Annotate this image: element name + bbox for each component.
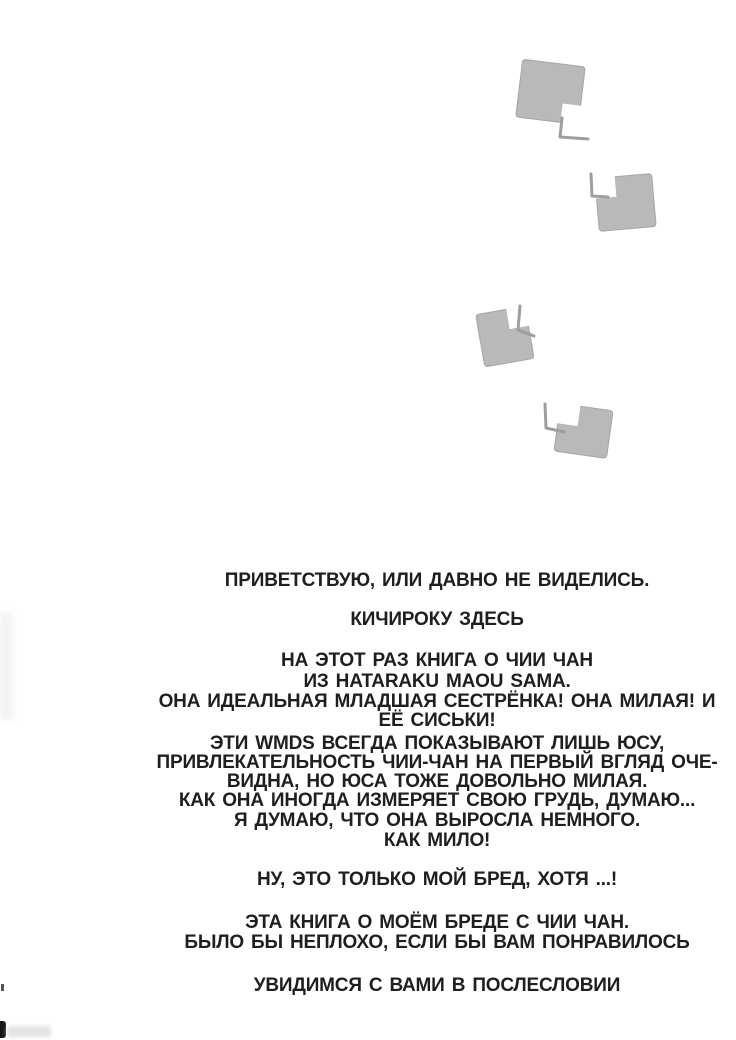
afterword-line: БЫЛО БЫ НЕПЛОХО, ЕСЛИ БЫ ВАМ ПОНРАВИЛОСЬ	[184, 932, 690, 953]
afterword-line: ИЗ HATARAKU MAOU SAMA.	[303, 671, 571, 692]
scan-artifact-bottom-smudge	[7, 1026, 51, 1037]
afterword-line: Я ДУМАЮ, ЧТО ОНА ВЫРОСЛА НЕМНОГО.	[233, 810, 641, 831]
scan-artifact-bottom-left	[0, 1021, 6, 1038]
afterword-line: КАК МИЛО!	[383, 830, 491, 851]
afterword-line: ЭТИ WMDS ВСЕГДА ПОКАЗЫВАЮТ ЛИШЬ ЮСУ,	[209, 733, 665, 754]
afterword-line-author: КИЧИРОКУ ЗДЕСЬ	[350, 609, 524, 630]
afterword-line: ЭТА КНИГА О МОЁМ БРЕДЕ С ЧИИ ЧАН.	[245, 912, 629, 933]
afterword-line: ПРИВЛЕКАТЕЛЬНОСТЬ ЧИИ-ЧАН НА ПЕРВЫЙ ВГЛЯД ОЧЕ-	[156, 752, 718, 773]
scan-artifact-left-dash	[1, 984, 4, 991]
afterword-line: ЕЁ СИСЬКИ!	[378, 710, 496, 731]
tone-block-4	[545, 401, 613, 458]
scan-artifact-left-edge	[0, 612, 13, 720]
afterword-line: НА ЭТОТ РАЗ КНИГА О ЧИИ ЧАН	[281, 650, 593, 671]
tone-block-3	[475, 304, 537, 367]
tone-block-2	[591, 172, 656, 232]
tone-block-1	[515, 59, 590, 139]
afterword-line-greeting: ПРИВЕТСТВУЮ, ИЛИ ДАВНО НЕ ВИДЕЛИСЬ.	[224, 570, 650, 591]
afterword-line: НУ, ЭТО ТОЛЬКО МОЙ БРЕД, ХОТЯ ...!	[257, 869, 617, 890]
afterword-line: ОНА ИДЕАЛЬНАЯ МЛАДШАЯ СЕСТРЁНКА! ОНА МИЛАЯ! И	[158, 691, 716, 712]
afterword-line-closing: УВИДИМСЯ С ВАМИ В ПОСЛЕСЛОВИИ	[253, 975, 621, 996]
afterword-line: КАК ОНА ИНОГДА ИЗМЕРЯЕТ СВОЮ ГРУДЬ, ДУМАЮ...	[178, 790, 696, 811]
afterword-line: ВИДНА, НО ЮСА ТОЖЕ ДОВОЛЬНО МИЛАЯ.	[226, 771, 648, 792]
